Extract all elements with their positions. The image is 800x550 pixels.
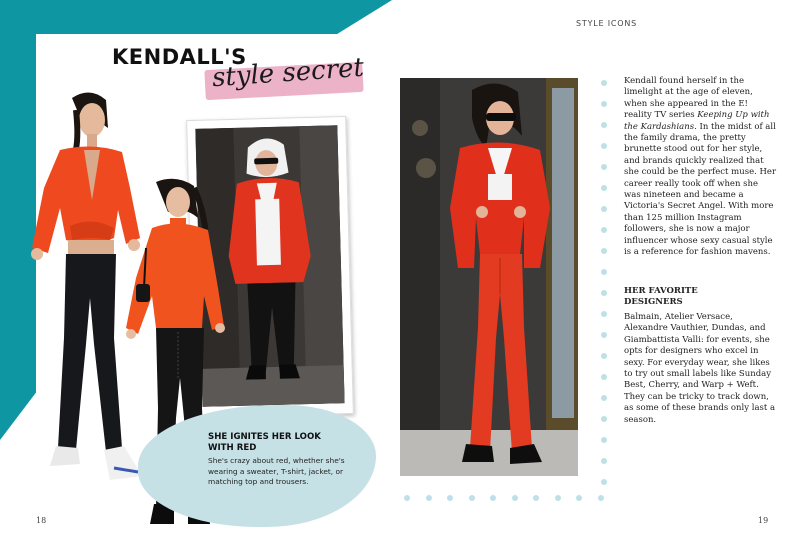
decorative-dot bbox=[601, 143, 607, 149]
callout-heading-line2: WITH RED bbox=[208, 443, 257, 453]
title-main: KENDALL'S bbox=[112, 45, 247, 69]
decorative-dot bbox=[555, 495, 561, 501]
decorative-dot bbox=[601, 101, 607, 107]
title-script: style secret bbox=[211, 52, 365, 94]
decorative-dot bbox=[426, 495, 432, 501]
subhead-line1: HER FAVORITE bbox=[624, 286, 698, 296]
decorative-dot bbox=[601, 164, 607, 170]
designers-paragraph: Balmain, Atelier Versace, Alexandre Vauthier, Dundas, and Giambattista Valli: for events, she opts for designers who excel in sexy. For everyday wear, she likes to try out small labels like Sunday Best, Cherry, and Warp + Weft. They can be tricky to track down, as some of these brands only last a season. bbox=[624, 312, 776, 425]
decorative-dot bbox=[404, 495, 410, 501]
decorative-dot bbox=[601, 248, 607, 254]
decorative-dot bbox=[601, 437, 607, 443]
decorative-dot bbox=[601, 290, 607, 296]
decorative-dot bbox=[601, 332, 607, 338]
teal-band-top bbox=[0, 0, 392, 34]
page-number-right: 19 bbox=[758, 516, 769, 525]
intro-paragraph bbox=[624, 76, 776, 259]
decorative-dot bbox=[598, 495, 604, 501]
decorative-dot bbox=[601, 185, 607, 191]
decorative-dot bbox=[490, 495, 496, 501]
decorative-dot bbox=[512, 495, 518, 501]
decorative-dot bbox=[601, 80, 607, 86]
photo-kendall-red-denim bbox=[400, 78, 578, 476]
intro-part2: . In the midst of all the family drama, the pretty brunette stood out for her style, and brands quickly realized that she could be the perfect muse. Her career really took off when she was nineteen and became a Victoria's Secret Angel. With more than 125 million Instagram followers, she is now a major influencer whose sexy casual style is a reference for fashion mavens. bbox=[624, 121, 777, 258]
callout-text: She's crazy about red, whether she's wearing a sweater, T-shirt, jacket, or matching top and trousers. bbox=[208, 456, 345, 486]
subhead-line2: DESIGNERS bbox=[624, 297, 683, 308]
intro-part1: Kendall found herself in the limelight at the age of eleven, when she appeared in the E! reality TV series bbox=[624, 76, 753, 121]
show-title: Keeping Up with the Kardashians bbox=[624, 110, 770, 132]
decorative-dot bbox=[576, 495, 582, 501]
decorative-dot bbox=[601, 395, 607, 401]
subhead-favorite-designers bbox=[624, 286, 776, 309]
decorative-dot bbox=[447, 495, 453, 501]
decorative-dot bbox=[469, 495, 475, 501]
decorative-dot bbox=[601, 374, 607, 380]
callout-heading bbox=[208, 432, 368, 454]
decorative-dot bbox=[601, 458, 607, 464]
decorative-dot bbox=[601, 479, 607, 485]
dotted-divider-vertical bbox=[600, 80, 608, 500]
callout-heading-line1: SHE IGNITES HER LOOK bbox=[208, 432, 321, 442]
decorative-dot bbox=[601, 311, 607, 317]
running-head: STYLE ICONS bbox=[576, 19, 638, 28]
decorative-dot bbox=[533, 495, 539, 501]
decorative-dot bbox=[601, 416, 607, 422]
page-number-left: 18 bbox=[36, 516, 47, 525]
decorative-dot bbox=[601, 122, 607, 128]
decorative-dot bbox=[601, 269, 607, 275]
decorative-dot bbox=[601, 353, 607, 359]
decorative-dot bbox=[601, 206, 607, 212]
decorative-dot bbox=[601, 227, 607, 233]
dotted-divider-horizontal bbox=[404, 494, 612, 502]
